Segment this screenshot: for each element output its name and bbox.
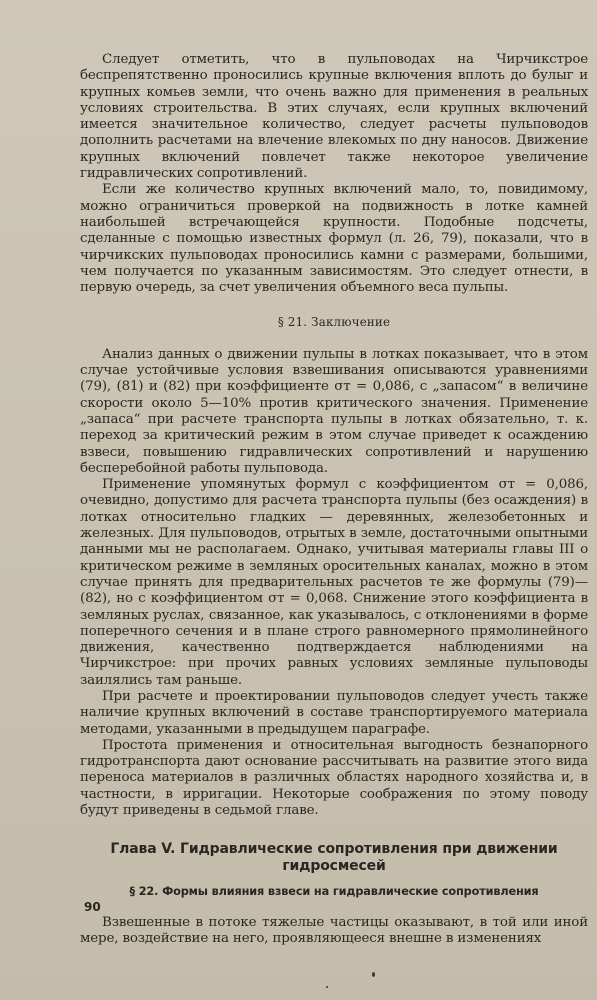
paragraph: Следует отметить, что в пульповодах на Чирчикстрое беспрепятственно проносились крупные включения вплоть до булыг и крупных комьев земли, что очень важно для применения в реальных условиях строительства. В этих случаях, если крупных включений имеется значительное количество, следует расчеты пульповодов дополнить расчетами на влечение влекомых по дну наносов. Движение крупных включений повлечет также некоторое увеличение гидравлических сопротивлений. bbox=[80, 52, 588, 182]
paragraph: Анализ данных о движении пульпы в лотках показывает, что в этом случае устойчивые условия взвешивания описываются уравнениями (79), (81) и (82) при коэффициенте σт = 0,086, с „запасом“ в величине скорости около 5—10% против критического значения. Применение „запаса“ при расчете транспорта пульпы в лотках обязательно, т. к. переход за критический режим в этом случае приведет к осаждению взвеси, повышению гидравлических сопротивлений и нарушению бесперебойной работы пульповода. bbox=[80, 346, 588, 476]
paper-speck bbox=[372, 972, 375, 977]
paper-speck bbox=[326, 986, 328, 988]
paragraph: При расчете и проектировании пульповодов следует учесть также наличие крупных включений в составе транспортируемого материала методами, указанными в предыдущем параграфе. bbox=[80, 688, 588, 737]
paragraph: Взвешенные в потоке тяжелые частицы оказывают, в той или иной мере, воздействие на него, проявляющееся внешне в изменениях bbox=[80, 914, 588, 946]
page-number: 90 bbox=[84, 900, 101, 914]
section-22-title: § 22. Формы влияния взвеси на гидравлические сопротивления bbox=[129, 885, 539, 899]
paragraph: Простота применения и относительная выгодность безнапорного гидротранспорта дают основание рассчитывать на развитие этого вида переноса материалов в различных областях народного хозяйства и, в частности, в ирригации. Некоторые соображения по этому поводу будут приведены в седьмой главе. bbox=[80, 737, 588, 819]
paragraph: Применение упомянутых формул с коэффициентом σт = 0,086, очевидно, допустимо для расчета транспорта пульпы (без осаждения) в лотках относительно гладких — деревянных, железобетонных и железных. Для пульповодов, отрытых в земле, достаточными опытными данными мы не располагаем. Однако, учитывая материалы главы III о критическом режиме в земляных оросительных каналах, можно в этом случае принять для предварительных расчетов те же формулы (79)—(82), но с коэффициентом σт = 0,068. Снижение этого коэффициента в земляных руслах, связанное, как указывалось, с отклонениями в форме поперечного сечения и в плане строго равномерного прямолинейного движения, качественно подтверждается наблюдениями на Чирчикстрое: при прочих равных условиях земляные пульповоды заилялись там раньше. bbox=[80, 477, 588, 688]
section-21-title: § 21. Заключение bbox=[277, 315, 391, 330]
page-content bbox=[80, 52, 588, 947]
chapter-title: Глава V. Гидравлические сопротивления при движении гидросмесей bbox=[110, 841, 558, 874]
paragraph: Если же количество крупных включений мало, то, повидимому, можно ограничиться проверкой на подвижность в лотке камней наибольшей встречающейся крупности. Подобные подсчеты, сделанные с помощью известных формул (л. 26, 79), показали, что в чирчикских пульповодах проносились камни с размерами, большими, чем получается по указанным зависимостям. Это следует отнести, в первую очередь, за счет увеличения объемного веса пульпы. bbox=[80, 182, 588, 296]
